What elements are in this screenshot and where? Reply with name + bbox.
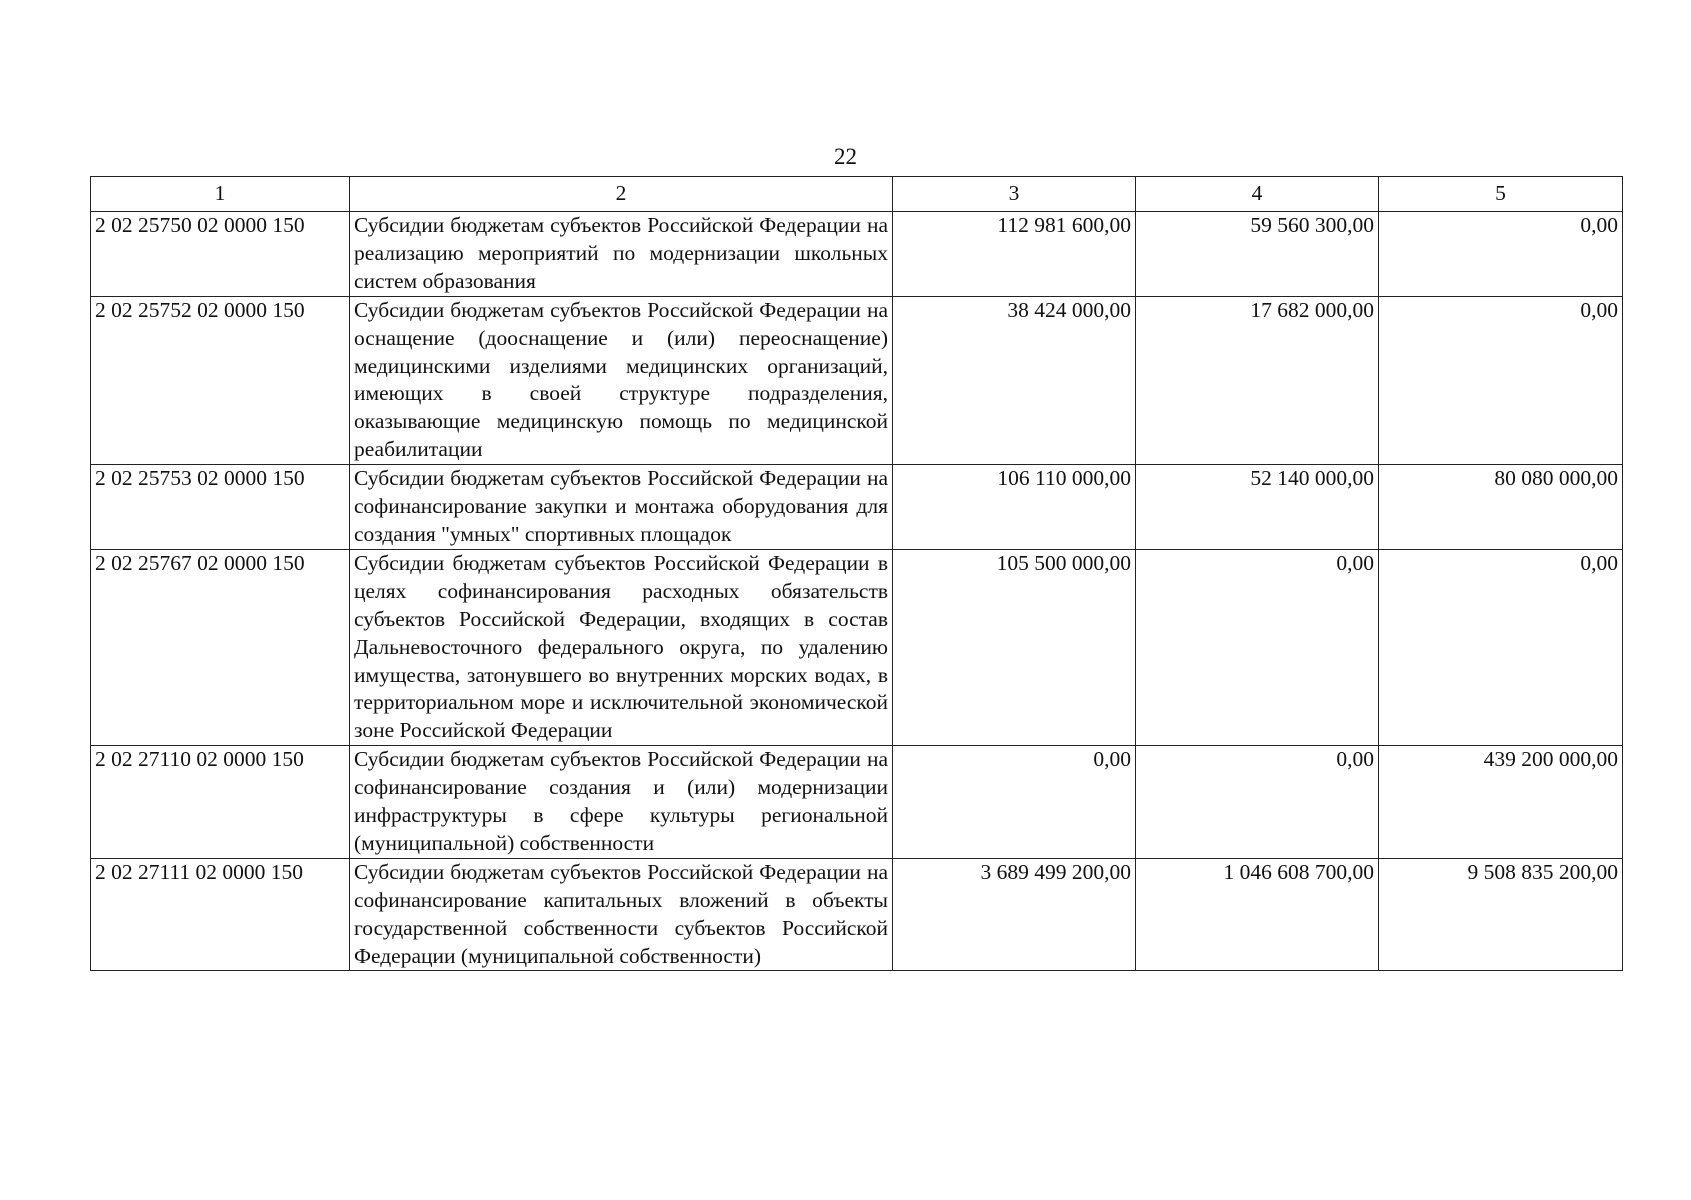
amount-col3-cell: 0,00	[893, 746, 1136, 859]
budget-code-cell: 2 02 25767 02 0000 150	[91, 549, 350, 745]
amount-col3-cell: 112 981 600,00	[893, 212, 1136, 297]
amount-col4-cell: 17 682 000,00	[1136, 296, 1379, 464]
table-header	[91, 177, 1623, 212]
amount-col4-cell: 0,00	[1136, 746, 1379, 859]
table-row	[91, 212, 1623, 297]
amount-col4-cell: 52 140 000,00	[1136, 465, 1379, 550]
amount-col5-cell: 0,00	[1379, 212, 1623, 297]
table-row	[91, 549, 1623, 745]
table-body	[91, 212, 1623, 971]
description-cell: Субсидии бюджетам субъектов Российской Федерации на реализацию мероприятий по модернизации школьных систем образования	[350, 212, 893, 297]
table-row	[91, 746, 1623, 859]
amount-col4-cell: 1 046 608 700,00	[1136, 858, 1379, 971]
table-row	[91, 465, 1623, 550]
budget-code-cell: 2 02 25750 02 0000 150	[91, 212, 350, 297]
amount-col5-cell: 0,00	[1379, 549, 1623, 745]
header-row	[91, 177, 1623, 212]
description-cell: Субсидии бюджетам субъектов Российской Федерации на софинансирование создания и (или) модернизации инфраструктуры в сфере культуры региональной (муниципальной) собственности	[350, 746, 893, 859]
amount-col3-cell: 106 110 000,00	[893, 465, 1136, 550]
amount-col5-cell: 439 200 000,00	[1379, 746, 1623, 859]
description-cell: Субсидии бюджетам субъектов Российской Федерации на софинансирование капитальных вложений в объекты государственной собственности субъектов Российской Федерации (муниципальной собственности)	[350, 858, 893, 971]
description-cell: Субсидии бюджетам субъектов Российской Федерации на оснащение (дооснащение и (или) переоснащение) медицинскими изделиями медицинских организаций, имеющих в своей структуре подразделения, оказывающие медицинскую помощь по медицинской реабилитации	[350, 296, 893, 464]
amount-col5-cell: 9 508 835 200,00	[1379, 858, 1623, 971]
description-cell: Субсидии бюджетам субъектов Российской Федерации на софинансирование закупки и монтажа оборудования для создания "умных" спортивных площадок	[350, 465, 893, 550]
amount-col5-cell: 0,00	[1379, 296, 1623, 464]
amount-col4-cell: 59 560 300,00	[1136, 212, 1379, 297]
budget-table	[90, 176, 1623, 971]
budget-code-cell: 2 02 27111 02 0000 150	[91, 858, 350, 971]
column-header-4: 4	[1136, 177, 1379, 212]
page-number: 22	[834, 144, 857, 169]
amount-col3-cell: 105 500 000,00	[893, 549, 1136, 745]
table-row	[91, 296, 1623, 464]
budget-code-cell: 2 02 25752 02 0000 150	[91, 296, 350, 464]
column-header-5: 5	[1379, 177, 1623, 212]
budget-code-cell: 2 02 25753 02 0000 150	[91, 465, 350, 550]
amount-col4-cell: 0,00	[1136, 549, 1379, 745]
budget-code-cell: 2 02 27110 02 0000 150	[91, 746, 350, 859]
table-row	[91, 858, 1623, 971]
amount-col5-cell: 80 080 000,00	[1379, 465, 1623, 550]
column-header-1: 1	[91, 177, 350, 212]
amount-col3-cell: 3 689 499 200,00	[893, 858, 1136, 971]
amount-col3-cell: 38 424 000,00	[893, 296, 1136, 464]
description-cell: Субсидии бюджетам субъектов Российской Федерации в целях софинансирования расходных обязательств субъектов Российской Федерации, входящих в состав Дальневосточного федерального округа, по удалению имущества, затонувшего во внутренних морских водах, в территориальном море и исключительной экономической зоне Российской Федерации	[350, 549, 893, 745]
column-header-2: 2	[350, 177, 893, 212]
column-header-3: 3	[893, 177, 1136, 212]
